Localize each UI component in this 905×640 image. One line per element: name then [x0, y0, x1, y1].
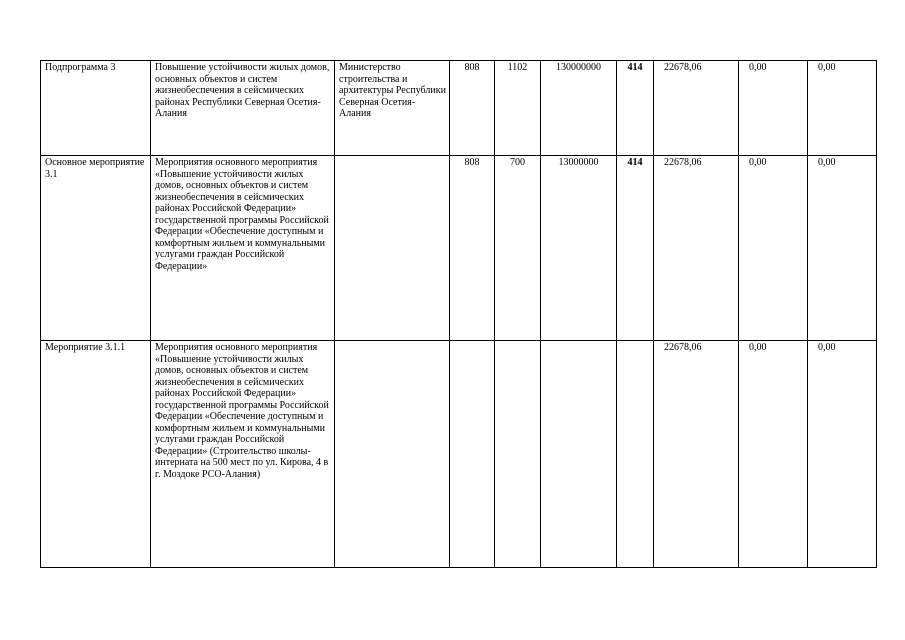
vr-cell: [617, 341, 654, 568]
value-1-cell: 22678,06: [654, 61, 739, 156]
budget-table: [40, 60, 877, 568]
value-3-cell: 0,00: [808, 156, 877, 341]
csr-cell: 130000000: [541, 61, 617, 156]
csr-cell: 13000000: [541, 156, 617, 341]
vr-cell: 414: [617, 61, 654, 156]
value-2-cell: 0,00: [739, 341, 808, 568]
executor-cell: [335, 341, 450, 568]
executor-cell: [335, 156, 450, 341]
value-1-cell: 22678,06: [654, 156, 739, 341]
program-description-cell: Мероприятия основного мероприятия «Повышение устойчивости жилых домов, основных объектов и систем жизнеобеспечения в сейсмических районах Российской Федерации» государственной программы Российской Федерации «Обеспечение доступным и комфортным жильем и коммунальными услугами граждан Российской Федерации» (Строительство школы-интерната на 500 мест по ул. Кирова, 4 в г. Моздоке РСО-Алания): [151, 341, 335, 568]
program-name-cell: Мероприятие 3.1.1: [41, 341, 151, 568]
program-name-cell: Основное мероприятие 3.1: [41, 156, 151, 341]
value-3-cell: 0,00: [808, 341, 877, 568]
value-2-cell: 0,00: [739, 61, 808, 156]
value-1-cell: 22678,06: [654, 341, 739, 568]
grbs-cell: [450, 341, 495, 568]
program-description-cell: Повышение устойчивости жилых домов, основных объектов и систем жизнеобеспечения в сейсмических районах Республики Северная Осетия-Алания: [151, 61, 335, 156]
grbs-cell: 808: [450, 61, 495, 156]
table-row: [41, 156, 877, 341]
csr-cell: [541, 341, 617, 568]
rzpr-cell: [495, 341, 541, 568]
grbs-cell: 808: [450, 156, 495, 341]
value-2-cell: 0,00: [739, 156, 808, 341]
rzpr-cell: 700: [495, 156, 541, 341]
table-row: [41, 61, 877, 156]
vr-cell: 414: [617, 156, 654, 341]
table-row: [41, 341, 877, 568]
program-name-cell: Подпрограмма 3: [41, 61, 151, 156]
executor-cell: Министерство строительства и архитектуры Республики Северная Осетия-Алания: [335, 61, 450, 156]
rzpr-cell: 1102: [495, 61, 541, 156]
value-3-cell: 0,00: [808, 61, 877, 156]
program-description-cell: Мероприятия основного мероприятия «Повышение устойчивости жилых домов, основных объектов и систем жизнеобеспечения в сейсмических районах Российской Федерации» государственной программы Российской Федерации «Обеспечение доступным и комфортным жильем и коммунальными услугами граждан Российской Федерации»: [151, 156, 335, 341]
